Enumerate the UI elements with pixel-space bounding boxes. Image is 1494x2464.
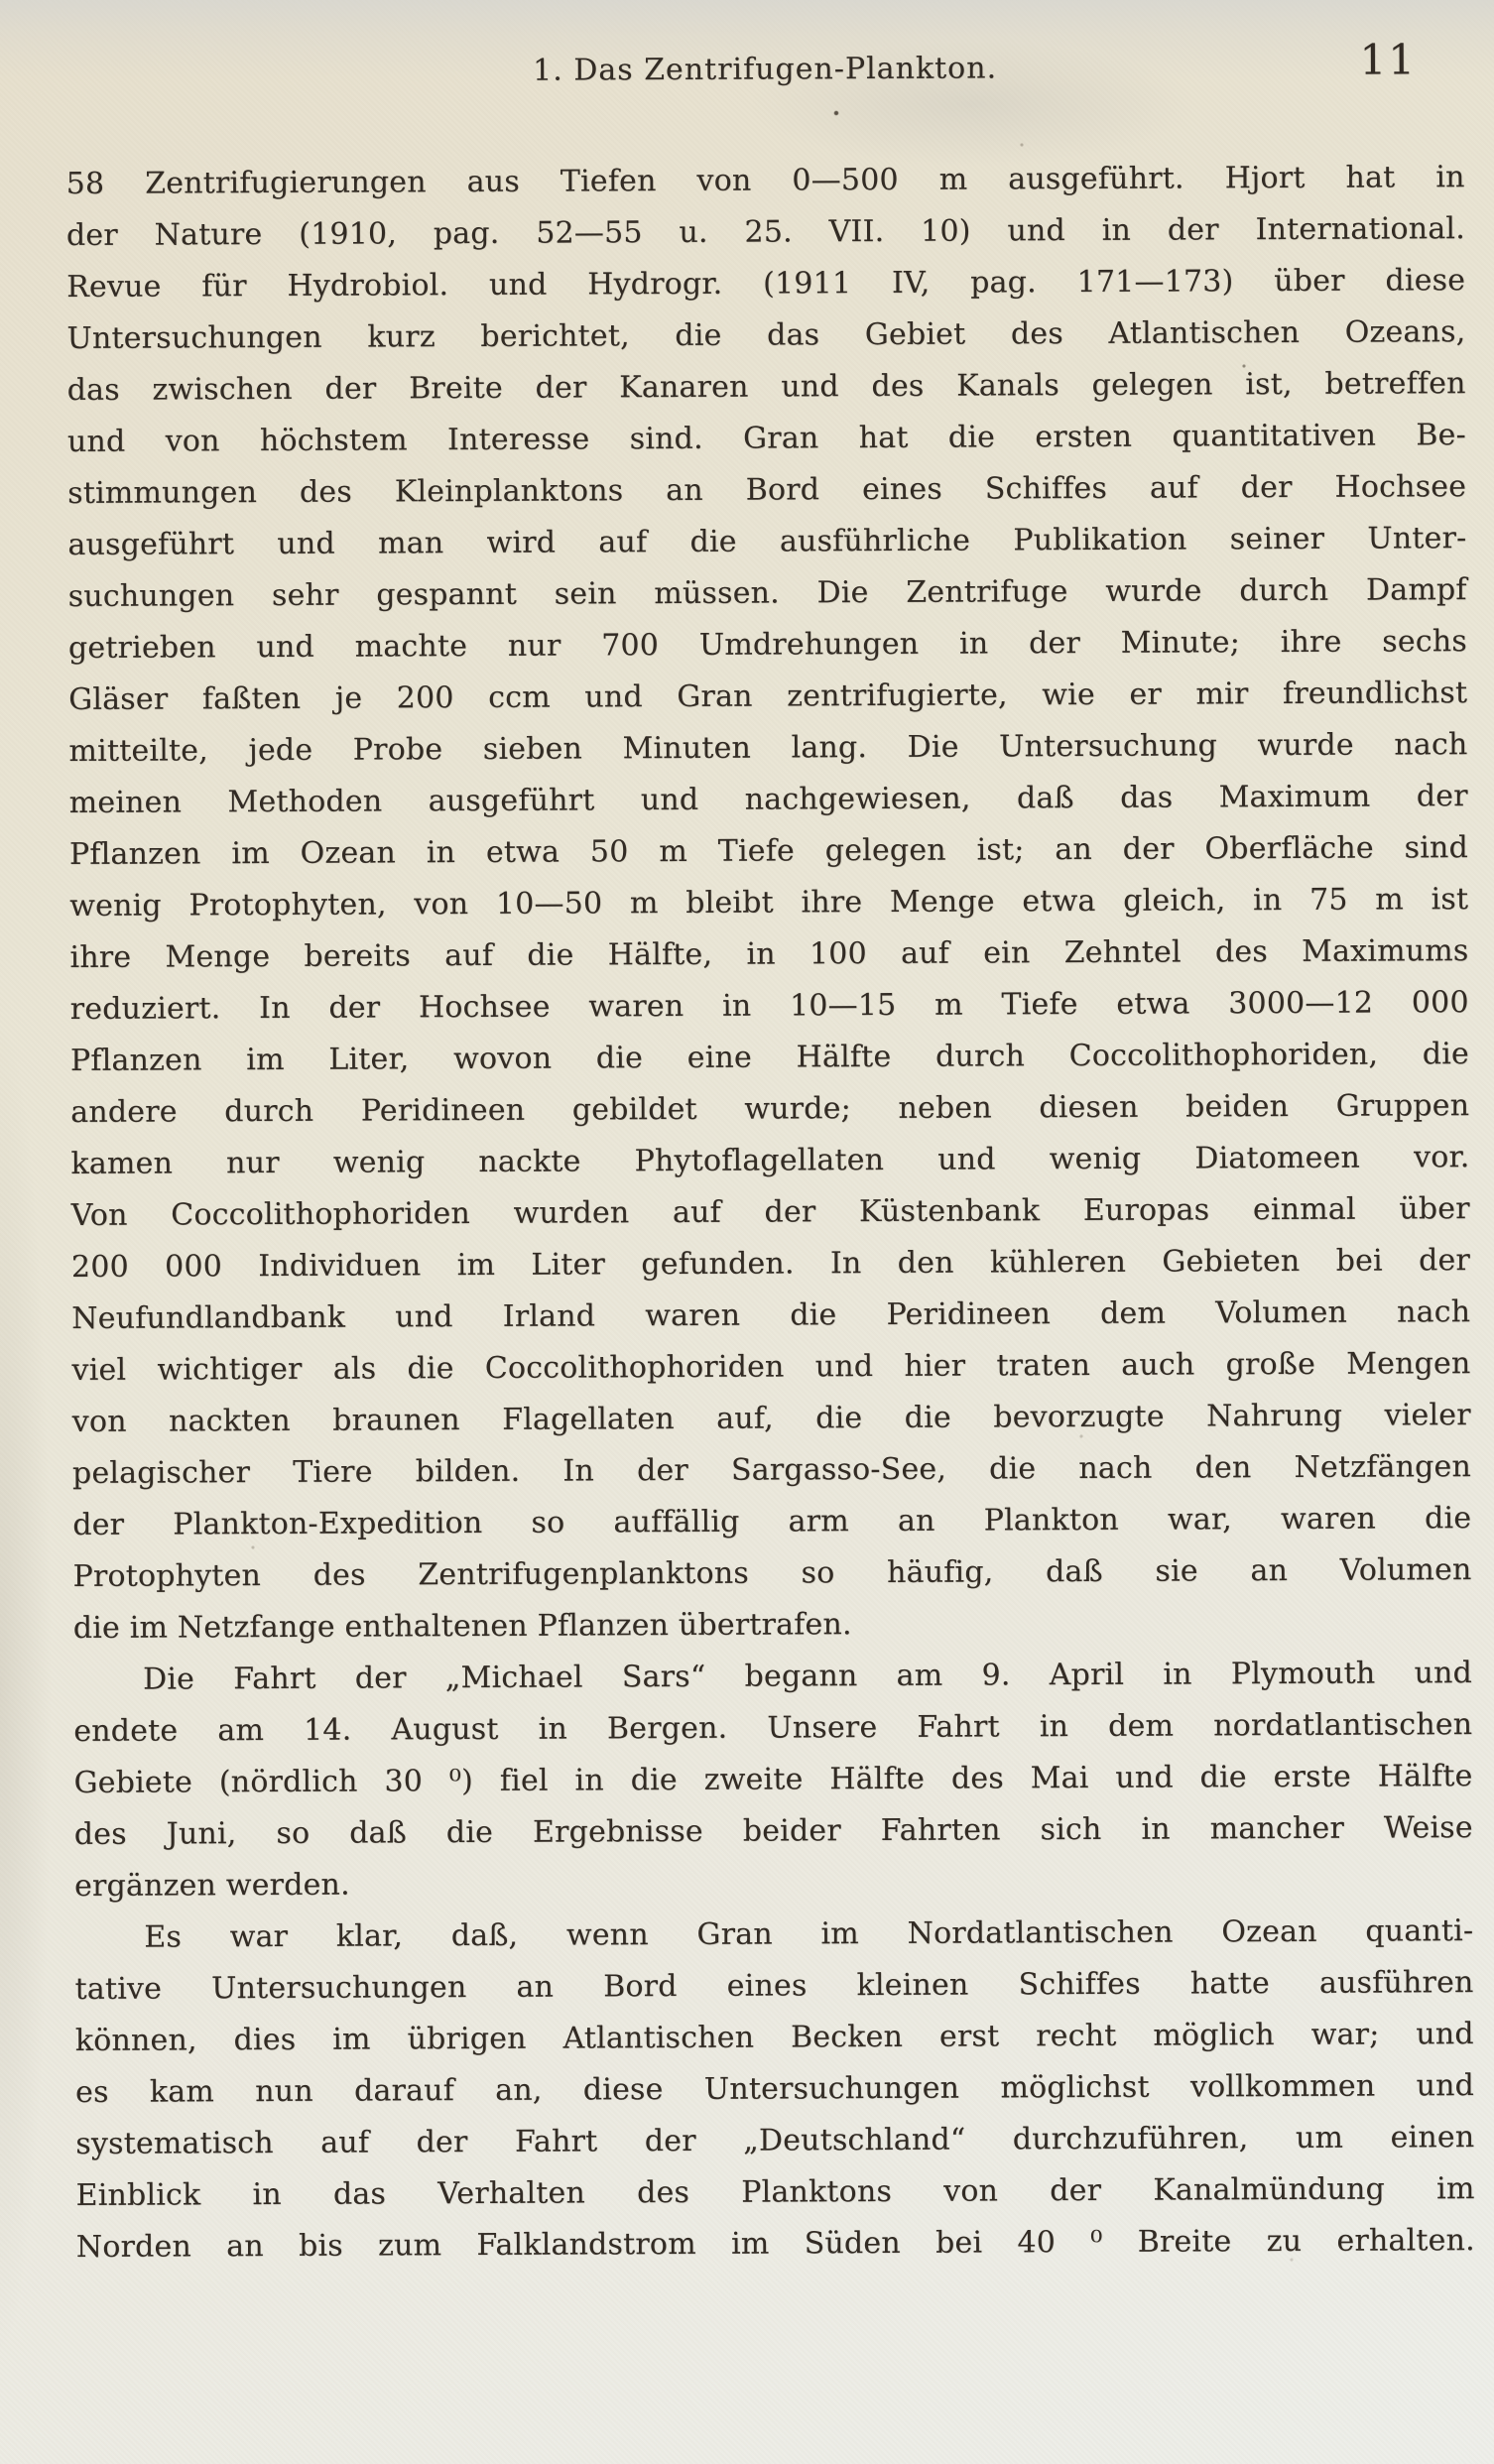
text-line: Pflanzen im Liter, wovon die eine Hälfte durch Coccolithophoriden, die [69,1037,1470,1078]
text-line: können, dies im übrigen Atlantischen Becken erst recht möglich war; und [74,2017,1474,2058]
page-number: 11 [1359,35,1418,84]
text-line: systematisch auf der Fahrt der „Deutschland“ durchzuführen, um einen [75,2120,1475,2161]
text-line: des Juni, so daß die Ergebnisse beider Fahrten sich in mancher Weise [73,1810,1473,1852]
text-line: tative Untersuchungen an Bord eines kleinen Schiffes hatte ausführen [74,1965,1474,2007]
text-line: ergänzen werden. [73,1867,350,1904]
text-line: endete am 14. August in Bergen. Unsere Fahrt in dem nordatlantischen [73,1707,1473,1749]
text-line: Von Coccolithophoriden wurden auf der Küstenbank Europas einmal über [70,1191,1470,1233]
text-line: das zwischen der Breite der Kanaren und des Kanals gelegen ist, betreffen [66,366,1466,408]
text-line: meinen Methoden ausgeführt und nachgewiesen, daß das Maximum der [68,779,1468,820]
text-line: mitteilte, jede Probe sieben Minuten lang. Die Untersuchung wurde nach [68,727,1468,769]
text-line: 200 000 Individuen im Liter gefunden. In den kühleren Gebieten bei der [70,1243,1471,1285]
text-line: der Nature (1910, pag. 52—55 u. 25. VII. 10) und in der International. [65,211,1465,253]
text-line: getrieben und machte nur 700 Umdrehungen in der Minute; ihre sechs [67,624,1468,666]
page-header [65,35,1464,105]
text-line: reduziert. In der Hochsee waren in 10—15 m Tiefe etwa 3000—12 000 [69,985,1469,1027]
text-line: wenig Protophyten, von 10—50 m bleibt ihre Menge etwa gleich, in 75 m ist [69,882,1469,924]
text-line: ausgeführt und man wird auf die ausführliche Publikation seiner Unter- [67,521,1467,562]
text-line: Protophyten des Zentrifugenplanktons so häufig, daß sie an Volumen [72,1552,1472,1594]
text-line: Neufundlandbank und Irland waren die Peridineen dem Volumen nach [71,1294,1471,1336]
text-line: Die Fahrt der „Michael Sars“ begann am 9. April in Plymouth und [142,1656,1473,1697]
text-line: kamen nur wenig nackte Phytoflagellaten und wenig Diatomeen vor. [70,1140,1470,1181]
text-line: pelagischer Tiere bilden. In der Sargasso-See, die nach den Netzfängen [71,1449,1472,1491]
text-line: stimmungen des Kleinplanktons an Bord eines Schiffes auf der Hochsee [67,469,1467,511]
text-line: Untersuchungen kurz berichtet, die das Gebiet des Atlantischen Ozeans, [66,314,1466,356]
text-line: es kam nun darauf an, diese Untersuchungen möglichst vollkommen und [74,2068,1475,2110]
text-line: Es war klar, daß, wenn Gran im Nordatlantischen Ozean quanti- [144,1913,1474,1955]
text-line: andere durch Peridineen gebildet wurde; neben diesen beiden Gruppen [70,1088,1470,1130]
text-line: die im Netzfange enthaltenen Pflanzen übertrafen. [72,1607,852,1646]
text-line: Norden an bis zum Falklandstrom im Süden bei 40 ⁰ Breite zu erhalten. [75,2223,1475,2265]
paragraph [66,152,1472,1655]
paragraph [73,1648,1473,1912]
text-line: 58 Zentrifugierungen aus Tiefen von 0—500 m ausgeführt. Hjort hat in [65,160,1465,201]
text-line: und von höchstem Interesse sind. Gran hat die ersten quantitativen Be- [66,418,1467,459]
text-line: von nackten braunen Flagellaten auf, die die bevorzugte Nahrung vieler [71,1398,1471,1439]
text-line: Pflanzen im Ozean in etwa 50 m Tiefe gelegen ist; an der Oberfläche sind [68,830,1469,872]
text-line: der Plankton-Expedition so auffällig arm an Plankton war, waren die [72,1501,1472,1542]
paragraph [74,1906,1475,2274]
text-line: Gebiete (nördlich 30 ⁰) fiel in die zweite Hälfte des Mai und die erste Hälfte [73,1759,1473,1800]
text-line: suchungen sehr gespannt sein müssen. Die Zentrifuge wurde durch Dampf [67,572,1467,614]
chapter-heading: 1. Das Zentrifugen-Plankton. [533,51,998,88]
text-line: ihre Menge bereits auf die Hälfte, in 100 auf ein Zehntel des Maximums [69,933,1469,975]
text-line: Gläser faßten je 200 ccm und Gran zentrifugierte, wie er mir freundlichst [68,676,1468,717]
text-line: viel wichtiger als die Coccolithophoriden und hier traten auch große Mengen [71,1346,1471,1388]
scanned-content [65,35,1475,2274]
text-line: Revue für Hydrobiol. und Hydrogr. (1911 IV, pag. 171—173) über diese [66,263,1466,305]
page-body [66,152,1475,2274]
text-line: Einblick in das Verhalten des Planktons von der Kanalmündung im [75,2171,1475,2213]
